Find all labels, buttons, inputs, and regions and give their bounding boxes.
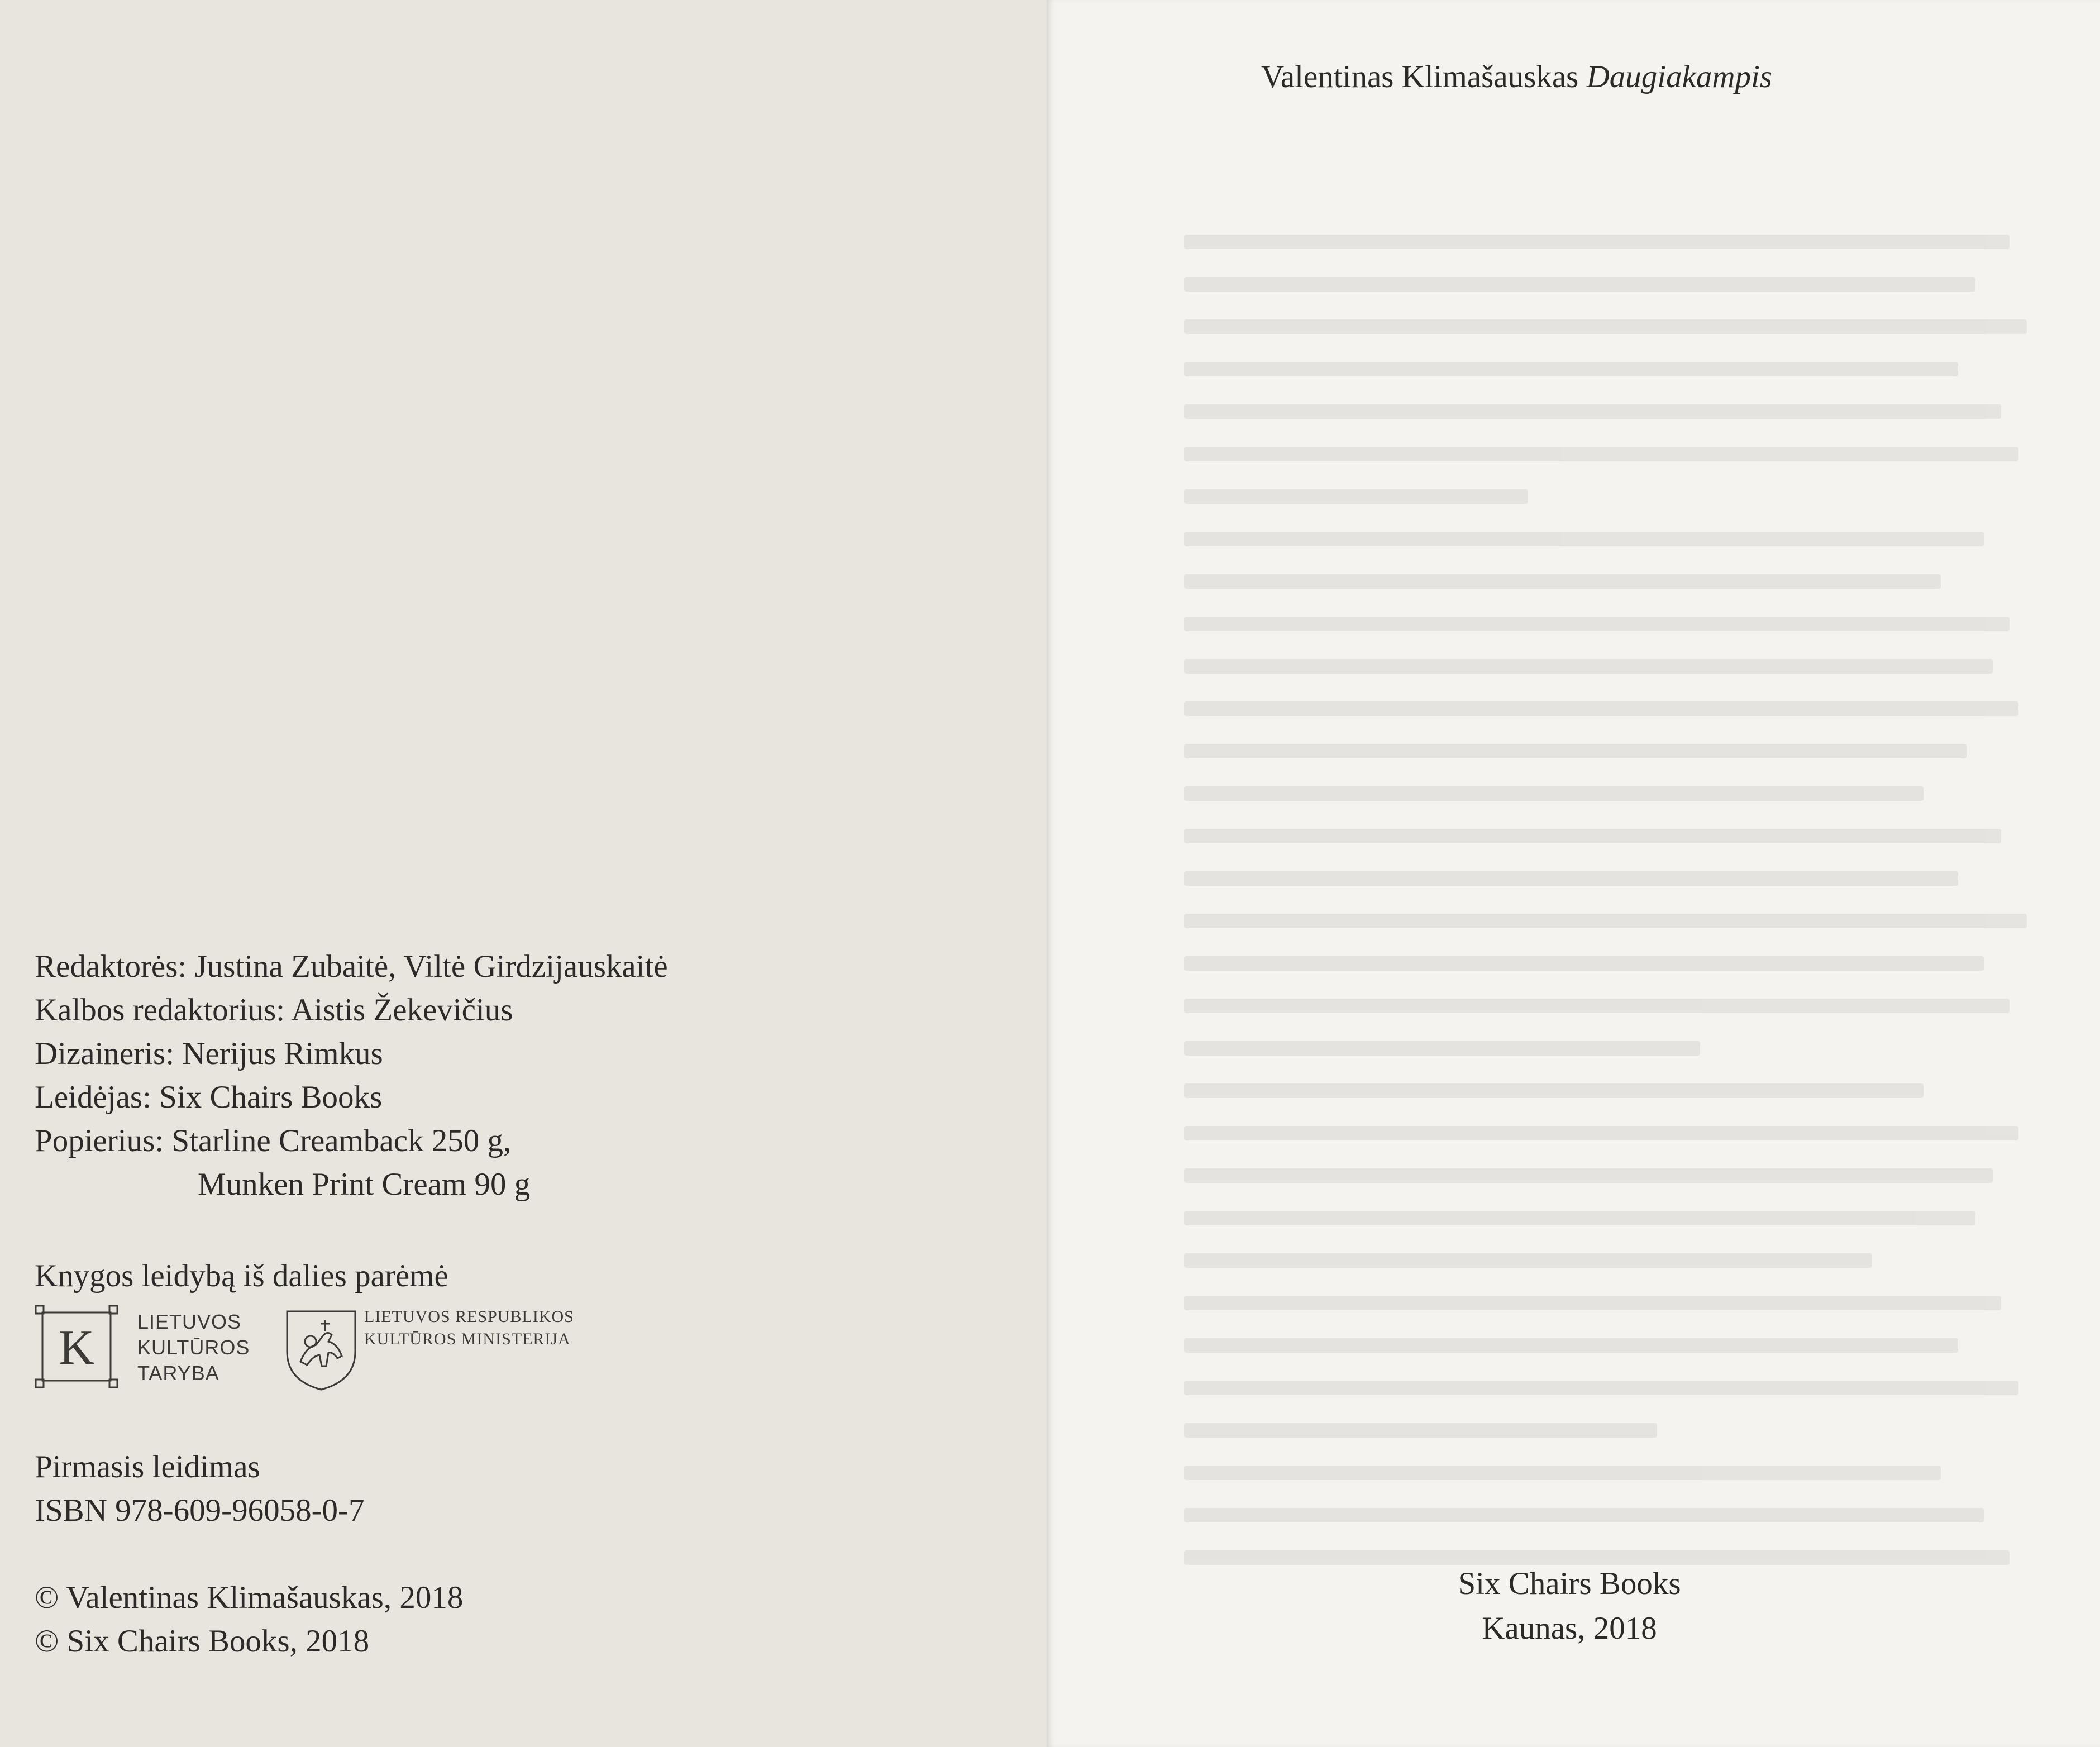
ministry-line-2: KULTŪROS MINISTERIJA — [364, 1330, 571, 1348]
credit-language-editor: Kalbos redaktorius: Aistis Žekevičius — [35, 992, 513, 1028]
support-heading: Knygos leidybą iš dalies parėmė — [35, 1258, 448, 1293]
left-page — [0, 0, 1047, 1747]
publisher-block — [1117, 1562, 2022, 1651]
edition-block — [35, 1445, 365, 1533]
council-line-3: TARYBA — [137, 1362, 219, 1385]
culture-council-logo-icon — [35, 1305, 118, 1388]
council-logo-letter: K — [59, 1321, 94, 1375]
publisher-name: Six Chairs Books — [1458, 1566, 1681, 1601]
show-through-text — [1184, 235, 2044, 1687]
credit-editors: Redaktorės: Justina Zubaitė, Viltė Girdzijauskaitė — [35, 949, 668, 984]
credit-publisher: Leidėjas: Six Chairs Books — [35, 1080, 383, 1115]
credit-paper-continued: Munken Print Cream 90 g — [198, 1167, 531, 1202]
edition-text: Pirmasis leidimas — [35, 1449, 260, 1485]
author-name: Valentinas Klimašauskas — [1261, 59, 1579, 94]
credits-block — [35, 945, 668, 1206]
copyright-author: © Valentinas Klimašauskas, 2018 — [35, 1580, 464, 1615]
council-line-2: KULTŪROS — [137, 1336, 250, 1359]
isbn-text: ISBN 978-609-96058-0-7 — [35, 1493, 365, 1528]
publisher-city-year: Kaunas, 2018 — [1482, 1611, 1657, 1646]
culture-ministry-text — [364, 1306, 574, 1350]
credit-paper: Popierius: Starline Creamback 250 g, — [35, 1123, 512, 1158]
copyright-publisher: © Six Chairs Books, 2018 — [35, 1624, 370, 1659]
credit-designer: Dizaineris: Nerijus Rimkus — [35, 1036, 383, 1071]
council-line-1: LIETUVOS — [137, 1310, 242, 1333]
culture-council-text — [137, 1309, 250, 1386]
coat-of-arms-icon — [284, 1308, 359, 1392]
ministry-line-1: LIETUVOS RESPUBLIKOS — [364, 1307, 574, 1326]
copyright-block — [35, 1576, 463, 1663]
book-title-line — [1261, 55, 1772, 99]
book-title: Daugiakampis — [1586, 59, 1773, 94]
